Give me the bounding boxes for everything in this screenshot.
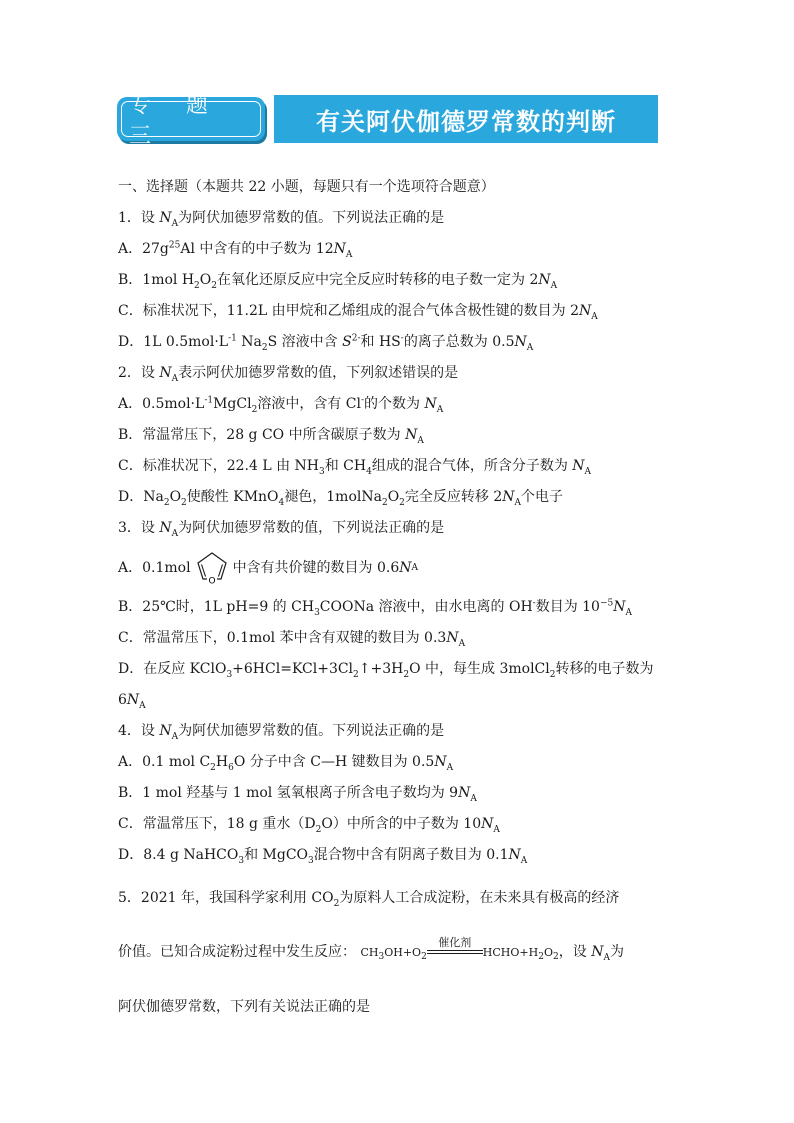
q2-option-c: C．标准状况下，22.4 L 由 $NH_3$和 $CH_4$组成的混合气体，所含分子数为 $N_A$ <box>118 458 592 477</box>
q2-option-b: B．常温常压下，28 g CO 中所含碳原子数为 $N_A$ <box>118 427 424 446</box>
catalyst-label: 催化剂 <box>438 936 472 949</box>
topic-badge <box>117 93 265 149</box>
furan-structure-icon <box>192 548 232 588</box>
furan-oxygen-label: O <box>208 576 216 587</box>
q1-option-c: C．标准状况下，11.2L 由甲烷和乙烯组成的混合气体含极性键的数目为 $2N_A$ <box>118 303 598 322</box>
q5-line-1: 5．2021 年，我国科学家利用 $CO_2$为原料人工合成淀粉，在未来具有极高的经济 <box>118 890 620 909</box>
q5-block <box>118 871 678 1034</box>
q3-option-b: B．25℃时，1L pH=9 的 $CH_3COONa$ 溶液中，由水电离的 OH-数目为 $10^{-5}N_A$ <box>118 598 632 618</box>
q2-option-a: A．$0.5mol\cdot L^{-1}MgCl_2$溶液中，含有 Cl-的个数为 $N_A$ <box>118 395 444 415</box>
q2-stem: 2．设 $N_A$表示阿伏加德罗常数的值，下列叙述错误的是 <box>118 365 459 384</box>
q4-option-b: B．1 mol 羟基与 1 mol 氢氧根离子所含电子数均为 $9N_A$ <box>118 785 477 804</box>
q3-option-d-continued: $6N_A$ <box>118 692 146 711</box>
q1-option-b: B．1mol $H_2O_2$在氧化还原反应中完全反应时转移的电子数一定为 $2N_A$ <box>118 272 558 291</box>
q1-stem: 1．设 $N_A$为阿伏加德罗常数的值。下列说法正确的是 <box>118 210 445 229</box>
q1-option-d: D．1L $0.5mol\cdot L^{-1}$ $Na_2S$ 溶液中含 $S^{2-}$和 HS-的离子总数为 $0.5N_A$ <box>118 333 534 353</box>
q5-line-2: 价值。已知合成淀粉过程中发生反应： $CH_3OH+O_2$ 催化剂 $HCHO+H_2O_2$，设 $N_A$为 <box>118 925 678 980</box>
q1-option-a: A．$27g^{25}Al$ 中含有的中子数为 $12N_A$ <box>118 240 353 260</box>
section-heading: 一、选择题（本题共 22 小题，每题只有一个选项符合题意） <box>118 179 495 195</box>
q3-option-d: D．在反应 $KClO_3+6HCl=KCl+3Cl_2↑+3H_2O$ 中，每生成 3molCl$_2$转移的电子数为 <box>118 661 654 680</box>
q4-option-c: C．常温常压下，18 g 重水$(D_2O)$中所含的中子数为 $10N_A$ <box>118 816 500 835</box>
question-body <box>118 172 678 1034</box>
q3-option-a: A．0.1mol O 中含有共价键的数目为 0.6 N A <box>118 544 678 592</box>
q3-option-c: C．常温常压下，0.1mol 苯中含有双键的数目为 $0.3N_A$ <box>118 630 466 649</box>
q5-line-3: 阿伏伽德罗常数，下列有关说法正确的是 <box>118 999 370 1015</box>
page-title: 有关阿伏伽德罗常数的判断 <box>316 107 616 136</box>
q4-option-d: D．8.4 g NaHCO$_3$和 MgCO$_3$混合物中含有阴离子数目为 $0.1N_A$ <box>118 847 528 866</box>
q4-option-a: A．0.1 mol $C_2H_6O$ 分子中含 C—H 键数目为 $0.5N_A$ <box>118 754 454 773</box>
q4-stem: 4．设 $N_A$为阿伏加德罗常数的值。下列说法正确的是 <box>118 723 445 742</box>
q2-option-d: D．$Na_2O_2$使酸性 KMnO$_4$褪色，$1molNa_2O_2$完全反应转移 $2N_A$个电子 <box>118 489 564 508</box>
title-banner <box>274 95 658 143</box>
equation-left: $CH_3OH+O_2$ <box>360 946 427 963</box>
q3-stem: 3．设 $N_A$为阿伏加德罗常数的值，下列说法正确的是 <box>118 520 445 539</box>
topic-label: 专 题 三 <box>129 93 222 149</box>
equation-right: $HCHO+H_2O_2$ <box>482 946 559 963</box>
reaction-arrow <box>427 936 483 968</box>
